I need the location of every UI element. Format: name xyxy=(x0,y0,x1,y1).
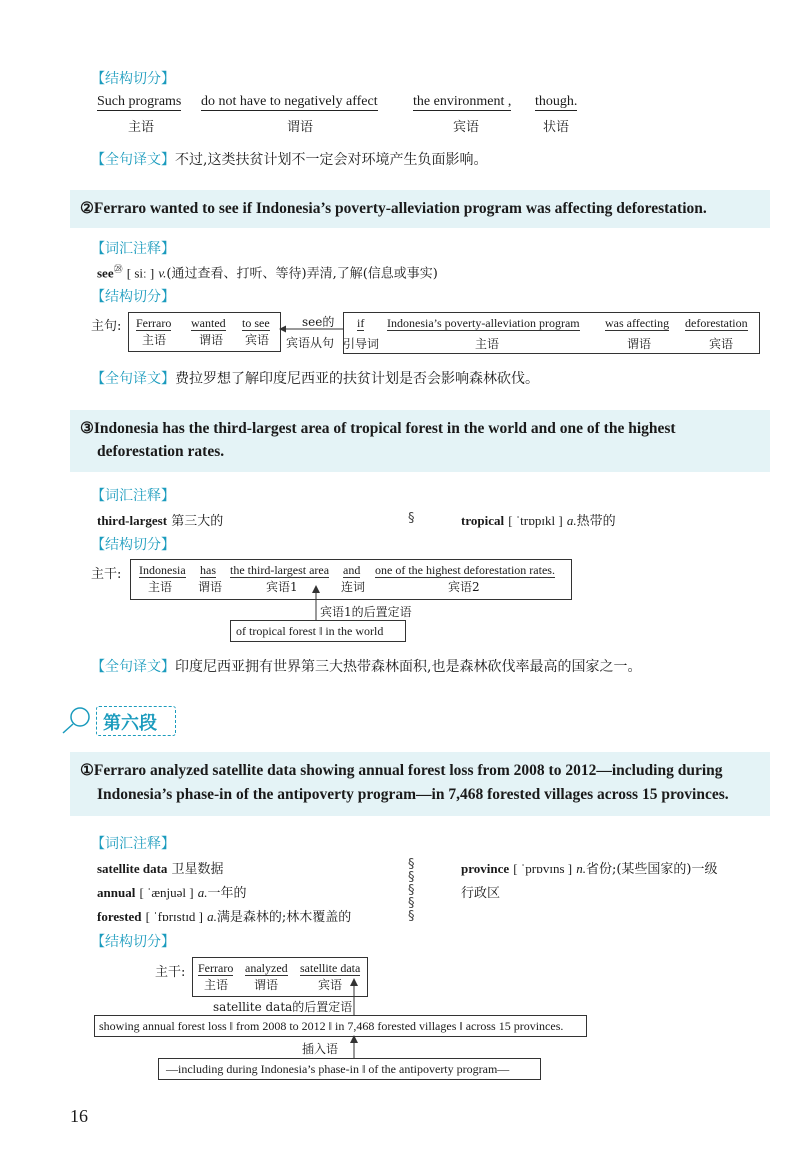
cell-satellite-data: satellite data xyxy=(300,961,361,975)
structure-label: 【结构切分】 xyxy=(91,71,175,87)
translation-tag: 【全句译文】 xyxy=(91,371,175,387)
role-subject: 主语 xyxy=(204,978,229,992)
part-of-speech: a. xyxy=(566,513,577,528)
phonetic: [ ˈænjuəl ] xyxy=(139,885,194,900)
page-number: 16 xyxy=(70,1106,88,1126)
parenthetical-text: —including during Indonesia’s phase-in ‖ of the antipoverty program— xyxy=(166,1062,510,1076)
part-of-speech: n. xyxy=(576,861,586,876)
role-conjunction: 连词 xyxy=(341,580,366,594)
structure-label: 【结构切分】 xyxy=(91,289,175,305)
role-object: 宾语 xyxy=(245,333,270,347)
magnifier-icon xyxy=(60,705,94,735)
vocab-word: see xyxy=(97,265,114,281)
role-clause-subject: 主语 xyxy=(475,337,500,351)
definition: 一年的 xyxy=(207,886,247,901)
main-clause-label: 主干: xyxy=(155,965,186,980)
sentence-text-line2: deforestation rates. xyxy=(97,443,225,460)
vocab-word: third-largest xyxy=(97,513,168,528)
cell-clause-object: deforestation xyxy=(685,316,748,330)
sentence-text: ②Ferraro wanted to see if Indonesia’s poverty-alleviation program was affecting deforestation. xyxy=(80,200,707,217)
cell-ferraro: Ferraro xyxy=(136,316,172,330)
phonetic: [ ˈfɒrɪstɪd ] xyxy=(145,909,204,924)
definition: 满是森林的;林木覆盖的 xyxy=(216,910,352,925)
up-arrow xyxy=(348,1035,360,1059)
translation-text: 印度尼西亚拥有世界第三大热带森林面积,也是森林砍伐率最高的国家之一。 xyxy=(175,659,642,675)
cell-to-see: to see xyxy=(242,316,270,330)
vocab-word: forested xyxy=(97,909,142,924)
vocab-entry-satellite-data xyxy=(97,858,224,877)
role-predicate: 谓语 xyxy=(254,978,279,992)
post-modifier-label: 宾语1的后置定语 xyxy=(320,605,412,619)
part-of-speech: a. xyxy=(197,885,208,900)
cell-object1: the third-largest area xyxy=(230,563,330,577)
sentence-text-line2: Indonesia’s phase-in of the antipoverty program—in 7,468 forested villages across 15 provinces. xyxy=(97,786,729,803)
phonetic: [ ˈtrɒpɪkl ] xyxy=(508,513,563,528)
post-modifier-text: of tropical forest ‖ in the world xyxy=(236,624,384,638)
cell-analyzed: analyzed xyxy=(245,961,288,975)
definition: 第三大的 xyxy=(171,514,224,529)
main-clause-label: 主句: xyxy=(91,319,122,334)
frequency-badge: ㉘ xyxy=(113,265,123,275)
cell-wanted: wanted xyxy=(191,316,226,330)
part-of-speech: a. xyxy=(207,909,217,924)
divider-icon: § xyxy=(408,511,415,526)
role-subject: 主语 xyxy=(148,580,173,594)
segment-predicate: do not have to negatively affect xyxy=(201,94,378,109)
role-predicate: 谓语 xyxy=(287,120,314,135)
vocab-entry-forested xyxy=(97,906,351,925)
full-translation xyxy=(91,149,487,169)
role-object: 宾语 xyxy=(318,978,343,992)
post-modifier-text: showing annual forest loss ‖ from 2008 to 2012 ‖ in 7,468 forested villages ‖ across 15 provinces. xyxy=(99,1019,564,1033)
sentence-text-line1: ③Indonesia has the third-largest area of tropical forest in the world and one of the highest xyxy=(80,420,676,437)
role-subject: 主语 xyxy=(142,333,167,347)
main-clause-label: 主干: xyxy=(91,567,122,582)
section-title: 第六段 xyxy=(103,713,157,734)
vocab-label: 【词汇注释】 xyxy=(91,488,175,504)
vocab-entry-see xyxy=(97,262,438,281)
post-modifier-label: satellite data的后置定语 xyxy=(213,1000,353,1014)
vocab-word: annual xyxy=(97,885,136,900)
role-clause-predicate: 谓语 xyxy=(627,337,652,351)
role-adverbial: 状语 xyxy=(543,120,570,135)
role-predicate: 谓语 xyxy=(199,333,224,347)
cell-clause-subject: Indonesia’s poverty-alleviation program xyxy=(387,316,580,330)
definition: 热带的 xyxy=(576,514,616,529)
vocab-label: 【词汇注释】 xyxy=(91,241,175,257)
translation-tag: 【全句译文】 xyxy=(91,152,175,168)
vocab-word: tropical xyxy=(461,513,505,528)
full-translation xyxy=(91,368,539,388)
vocab-definition-continued: 行政区 xyxy=(461,886,501,901)
definition: 卫星数据 xyxy=(171,862,224,877)
vocab-entry-annual xyxy=(97,882,247,901)
role-object2: 宾语2 xyxy=(448,580,480,594)
definition: (通过查看、打听、等待)弄清,了解(信息或事实) xyxy=(166,266,438,282)
role-predicate: 谓语 xyxy=(198,580,223,594)
translation-text: 费拉罗想了解印度尼西亚的扶贫计划是否会影响森林砍伐。 xyxy=(175,371,539,387)
phonetic: [ ˈprɒvɪns ] xyxy=(513,861,573,876)
parenthetical-label: 插入语 xyxy=(302,1042,339,1056)
segment-object: the environment , xyxy=(413,94,512,109)
vocab-label: 【词汇注释】 xyxy=(91,836,175,852)
cell-ferraro: Ferraro xyxy=(198,961,234,975)
structure-label: 【结构切分】 xyxy=(91,934,175,950)
link-role: 宾语从句 xyxy=(286,336,335,350)
segment-adverbial: though. xyxy=(535,94,578,109)
cell-clause-predicate: was affecting xyxy=(605,316,670,330)
vocab-entry-third-largest xyxy=(97,510,223,529)
divider-icon: § § § § § xyxy=(408,857,415,924)
cell-if: if xyxy=(357,316,365,330)
part-of-speech: v. xyxy=(158,265,167,281)
phonetic: [ siː ] xyxy=(126,265,155,281)
full-translation xyxy=(91,656,641,676)
role-subject: 主语 xyxy=(128,120,155,135)
translation-tag: 【全句译文】 xyxy=(91,659,175,675)
role-introducer: 引导词 xyxy=(343,337,380,351)
cell-object2: one of the highest deforestation rates. xyxy=(375,563,555,577)
link-label: see的 xyxy=(302,315,335,329)
vocab-word: province xyxy=(461,861,510,876)
vocab-entry-province xyxy=(461,858,718,877)
structure-label: 【结构切分】 xyxy=(91,537,175,553)
cell-indonesia: Indonesia xyxy=(139,563,186,577)
definition: 省份;(某些国家的)一级 xyxy=(585,862,718,877)
translation-text: 不过,这类扶贫计划不一定会对环境产生负面影响。 xyxy=(175,152,488,168)
role-object1: 宾语1 xyxy=(266,580,298,594)
role-clause-object: 宾语 xyxy=(709,337,734,351)
vocab-entry-tropical xyxy=(461,510,616,529)
cell-has: has xyxy=(200,563,216,577)
cell-and: and xyxy=(343,563,361,577)
vocab-word: satellite data xyxy=(97,861,168,876)
role-object: 宾语 xyxy=(453,120,480,135)
sentence-text-line1: ①Ferraro analyzed satellite data showing annual forest loss from 2008 to 2012—including during xyxy=(80,762,723,779)
segment-subject: Such programs xyxy=(97,94,182,109)
